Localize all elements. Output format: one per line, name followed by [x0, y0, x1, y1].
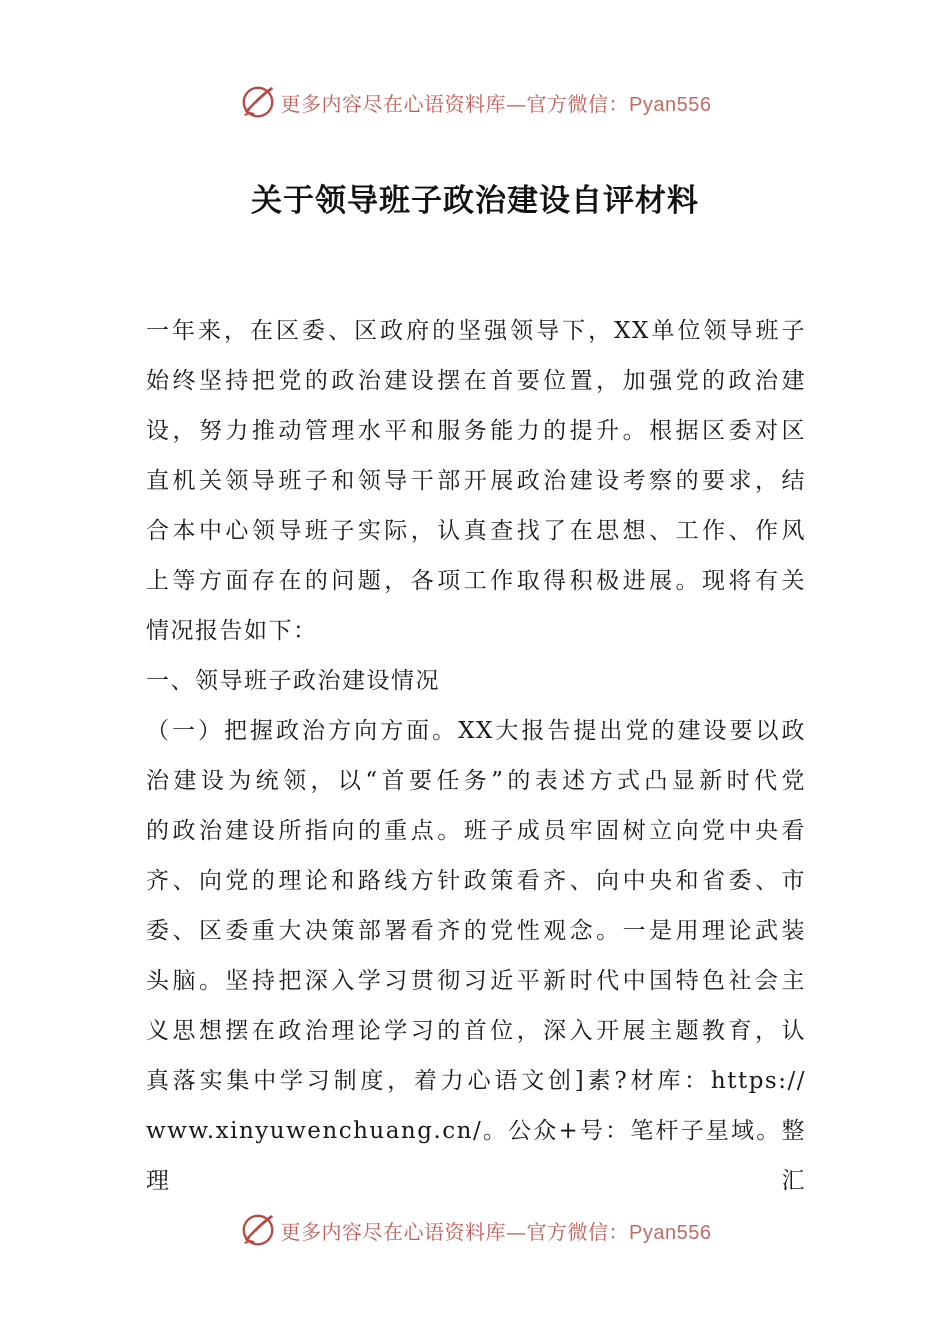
body-line: 上等方面存在的问题，各项工作取得积极进展。现将有关	[146, 568, 806, 594]
body-line: 设，努力推动管理水平和服务能力的提升。根据区委对区	[146, 418, 806, 444]
body-line: 头脑。坚持把深入学习贯彻习近平新时代中国特色社会主	[146, 968, 806, 994]
header-banner-wechat: Pyan556	[629, 93, 712, 116]
body-line: 义思想摆在政治理论学习的首位，深入开展主题教育，认	[146, 1018, 806, 1044]
header-banner-label: 更多内容尽在心语资料库—官方微信：	[280, 91, 630, 116]
footer-banner-wechat: Pyan556	[629, 1221, 712, 1244]
body-line: 一年来，在区委、区政府的坚强领导下，XX单位领导班子	[146, 318, 806, 344]
footer-banner-text	[281, 1216, 712, 1245]
pen-logo-icon	[239, 1211, 277, 1249]
footer-banner-inner	[239, 1211, 712, 1249]
body-line: （一）把握政治方向方面。XX大报告提出党的建设要以政	[146, 718, 806, 744]
body-line: 齐、向党的理论和路线方针政策看齐、向中央和省委、市	[146, 868, 806, 894]
body-line: 的政治建设所指向的重点。班子成员牢固树立向党中央看	[146, 818, 806, 844]
body-line: 委、区委重大决策部署看齐的党性观念。一是用理论武装	[146, 918, 806, 944]
body-line: 治建设为统领，以“首要任务”的表述方式凸显新时代党	[146, 768, 806, 794]
body-line: 始终坚持把党的政治建设摆在首要位置，加强党的政治建	[146, 368, 806, 394]
header-banner	[0, 80, 950, 124]
header-banner-text	[281, 88, 712, 117]
pen-logo-icon	[239, 83, 277, 121]
body-line: 直机关领导班子和领导干部开展政治建设考察的要求，结	[146, 468, 806, 494]
body-line: 真落实集中学习制度，着力心语文创]素?材库：https://	[146, 1068, 806, 1094]
document-title: 关于领导班子政治建设自评材料	[251, 183, 699, 219]
body-line: www.xinyuwenchuang.cn/。公众+号：笔杆子星域。整理汇	[146, 1118, 806, 1194]
header-banner-inner	[239, 83, 712, 121]
footer-banner-label: 更多内容尽在心语资料库—官方微信：	[280, 1219, 630, 1244]
section-heading: 一、领导班子政治建设情况	[146, 668, 440, 694]
body-line: 情况报告如下：	[146, 618, 318, 644]
body-line: 合本中心领导班子实际，认真查找了在思想、工作、作风	[146, 518, 806, 544]
footer-banner	[0, 1208, 950, 1252]
document-body	[146, 306, 806, 1194]
